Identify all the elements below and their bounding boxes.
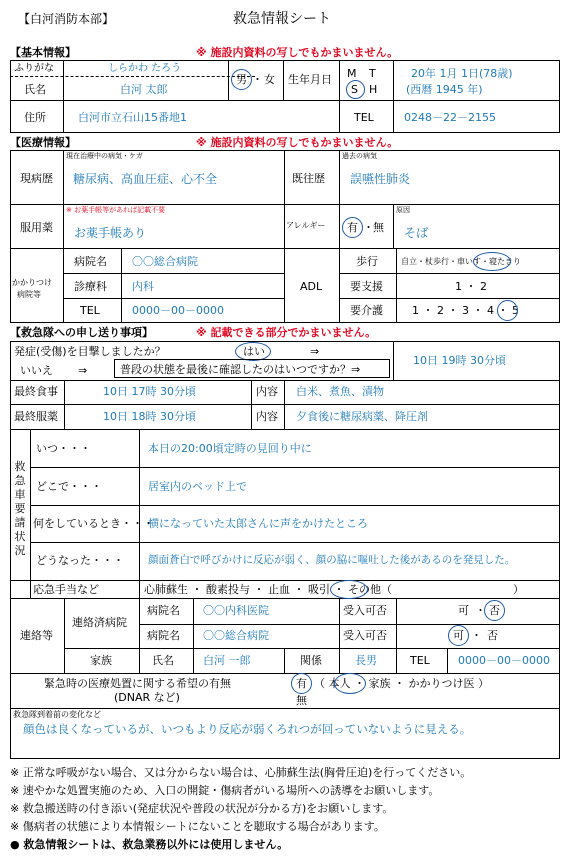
name-label: 氏名 [24, 83, 46, 96]
where-value[interactable]: 居室内のベッド上で [148, 480, 247, 493]
dnar-question-1: 緊急時の医療処置に関する希望の有無 [44, 677, 231, 690]
dnar-detail[interactable]: （ 本人 ・ 家族 ・ かかりつけ医 ） [314, 677, 489, 690]
witness-no[interactable]: いいえ [20, 364, 53, 377]
dept-value[interactable]: 内科 [132, 280, 154, 293]
first-aid-suction-circle [330, 580, 368, 599]
relation-label: 関係 [300, 654, 322, 667]
last-meal-label: 最終食事 [14, 385, 58, 398]
family-tel-value[interactable]: 0000－00－0000 [458, 654, 550, 667]
doing-value[interactable]: 横になっていた太郎さんに声をかけたところ [148, 517, 368, 530]
witness-arrow: ⇒ [310, 345, 320, 358]
walk-wheelchair-circle [473, 252, 511, 271]
contact-hosp1-value[interactable]: 〇〇内科医院 [203, 604, 269, 617]
dnar-question-2: (DNAR など) [114, 691, 180, 704]
when-label: いつ・・・ [36, 442, 91, 455]
relation-value[interactable]: 長男 [355, 654, 377, 667]
tel-value[interactable]: 0248－22－2155 [404, 111, 496, 124]
cause-small-label: 原因 [396, 206, 410, 214]
accept1-label: 受入可否 [343, 604, 387, 617]
walk-value[interactable]: 自立・杖歩行・車いす・寝たきり [401, 257, 521, 266]
sheet-title: 救急情報シート [233, 11, 331, 27]
accept2-label: 受入可否 [343, 629, 387, 642]
witness-no-arrow: ⇒ [78, 364, 88, 377]
sex-female[interactable]: 女 [264, 73, 275, 86]
dnar-yes[interactable]: 有 [296, 677, 307, 690]
address-label: 住所 [24, 111, 46, 124]
clinic-label-2: 病院等 [17, 290, 41, 299]
family-name-label: 氏名 [152, 654, 174, 667]
current-value[interactable]: 糖尿病、高血圧症、心不全 [73, 172, 218, 186]
past-small-label: 過去の病気 [342, 152, 377, 160]
accept1-no-circle [484, 600, 505, 621]
meds-note: ※ お薬手帳等があれば記載不要 [66, 206, 166, 214]
last-meal-time[interactable]: 10日 17時 30分頃 [103, 385, 196, 398]
contact-hosp2-value[interactable]: 〇〇総合病院 [203, 629, 269, 642]
contacted-label: 連絡済病院 [72, 616, 127, 629]
tel-label: TEL [354, 111, 374, 124]
changes-label: 救急隊到着前の変化など [13, 710, 101, 719]
dnar-no[interactable]: 無 [296, 694, 307, 707]
contact-hosp1-label: 病院名 [147, 604, 180, 617]
care-label: 要介護 [350, 304, 383, 317]
first-aid-label: 応急手当など [33, 583, 99, 596]
section-handover-note: ※ 記載できる部分でかまいません。 [196, 326, 377, 339]
era-h[interactable]: H [369, 83, 378, 96]
section-basic-note: ※ 施設内資料の写しでもかまいません。 [196, 46, 399, 59]
first-aid-options[interactable]: 心肺蘇生 ・ 酸素投与 ・ 止血 ・ 吸引 ・ その他（ ） [144, 583, 524, 596]
note-3: ※ 救急搬送時の付き添い(発症状況や普段の状況が分かる方)をお願いします。 [10, 802, 394, 815]
sex-male[interactable]: 男 [236, 73, 247, 86]
dnar-self-circle [334, 673, 366, 694]
sex-male-circle [231, 69, 252, 90]
dept-label: 診療科 [74, 280, 107, 293]
accept2-yes-circle [448, 625, 469, 646]
note-1: ※ 正常な呼吸がない場合、又は分からない場合は、心肺蘇生法(胸骨圧迫)を行ってください。 [10, 766, 472, 779]
past-label: 既往歴 [292, 172, 325, 185]
care-value[interactable]: 1 ・ 2 ・ 3 ・ 4 ・ 5 [412, 304, 519, 317]
era-m[interactable]: M [347, 67, 357, 80]
support-label: 要支援 [350, 280, 383, 293]
name-value[interactable]: 白河 太郎 [120, 83, 168, 96]
dob-value[interactable]: 20年 1月 1日(78歳) [411, 67, 513, 80]
era-s[interactable]: S [351, 83, 358, 96]
section-medical-note: ※ 施設内資料の写しでもかまいません。 [196, 136, 399, 149]
current-label: 現病歴 [20, 172, 53, 185]
onset-time[interactable]: 10日 19時 30分頃 [413, 354, 506, 367]
note-4: ※ 傷病者の状態により本情報シートにないことを聴取する場合があります。 [10, 820, 385, 833]
last-med-content[interactable]: 夕食後に糖尿病薬、降圧剤 [296, 410, 428, 423]
contact-hosp2-label: 病院名 [147, 629, 180, 642]
care-level-4-circle [497, 300, 518, 321]
dob-label: 生年月日 [288, 73, 332, 86]
furigana-value[interactable]: しらかわ たろう [108, 63, 182, 74]
hosp-label: 病院名 [74, 255, 107, 268]
cause-value[interactable]: そば [404, 226, 429, 240]
clinic-label-1: かかりつけ [12, 278, 52, 287]
family-label: 家族 [90, 654, 112, 667]
last-meal-content-label: 内容 [256, 385, 278, 398]
changes-value[interactable]: 顔色は良くなっているが、いつもより反応が弱くろれつが回っていないように見える。 [23, 722, 472, 736]
allergy-yes[interactable]: 有 [347, 221, 358, 234]
last-med-content-label: 内容 [256, 410, 278, 423]
dnar-yes-circle [291, 673, 312, 694]
allergy-label: アレルギー [286, 221, 326, 230]
final-note: ● 救急情報シートは、救急業務以外には使用しません。 [10, 838, 289, 851]
hosp-value[interactable]: 〇〇総合病院 [132, 255, 198, 268]
note-2: ※ 速やかな処置実施のため、入口の開錠・傷病者がいる場所への誘導をお願いします。 [10, 784, 440, 797]
era-s-circle [346, 80, 365, 99]
org-name: 【白河消防本部】 [18, 12, 115, 26]
allergy-no[interactable]: 無 [373, 221, 384, 234]
furigana-label: ふりがな [14, 63, 54, 74]
section-basic: 【基本情報】 [10, 46, 76, 59]
address-value[interactable]: 白河市立石山15番地1 [78, 111, 187, 124]
when-value[interactable]: 本日の20:00頃定時の見回り中に [148, 442, 312, 455]
past-value[interactable]: 誤嚥性肺炎 [350, 172, 411, 186]
last-normal-question: 普段の状態を最後に確認したのはいつですか？⇒ [120, 363, 361, 376]
meds-value[interactable]: お薬手帳あり [74, 226, 147, 240]
what-label: どうなった・・・ [36, 554, 124, 567]
where-label: どこで・・・ [36, 480, 102, 493]
clinic-tel-value[interactable]: 0000－00－0000 [132, 304, 224, 317]
what-value[interactable]: 顔面蒼白で呼びかけに反応が弱く、顔の脇に嘔吐した後があるのを発見した。 [148, 554, 516, 566]
walk-label: 歩行 [356, 255, 378, 268]
allergy-yes-circle [342, 217, 363, 238]
era-t[interactable]: T [369, 67, 376, 80]
witness-yes[interactable]: はい [243, 345, 265, 358]
clinic-tel-label: TEL [80, 304, 100, 317]
dob-west[interactable]: (西暦 1945 年) [406, 83, 483, 96]
doing-label: 何をしているとき・・・ [33, 517, 154, 530]
request-situation-label: 救急車要請状況 [14, 460, 26, 557]
section-handover: 【救急隊への申し送り事項】 [10, 326, 153, 339]
last-meal-content[interactable]: 白米、煮魚、漬物 [296, 385, 384, 398]
section-medical: 【医療情報】 [10, 136, 76, 149]
family-tel-label: TEL [410, 654, 430, 667]
meds-label: 服用薬 [20, 221, 53, 234]
family-name-value[interactable]: 白河 一郎 [203, 654, 251, 667]
last-med-label: 最終服薬 [14, 410, 58, 423]
support-value[interactable]: 1 ・ 2 [455, 280, 487, 293]
adl-label: ADL [300, 280, 323, 293]
contact-label: 連絡等 [20, 629, 53, 642]
current-small-label: 現在治療中の病気・ケガ [66, 152, 143, 160]
witness-question: 発症(受傷)を目撃しましたか？ [14, 345, 166, 358]
last-med-time[interactable]: 10日 18時 30分頃 [103, 410, 196, 423]
